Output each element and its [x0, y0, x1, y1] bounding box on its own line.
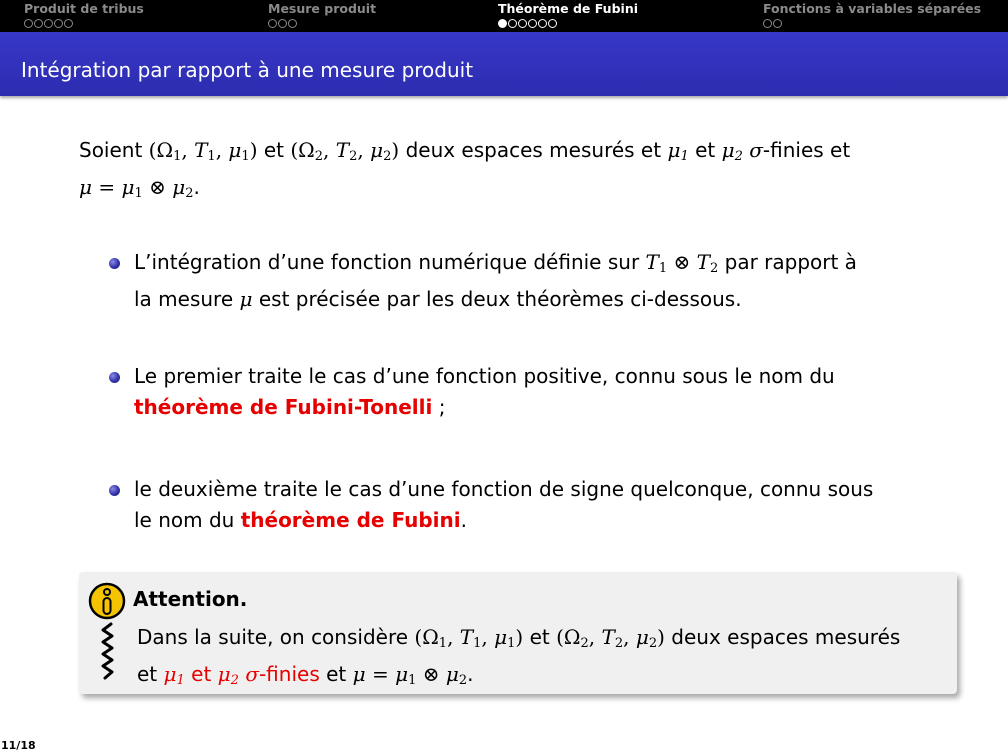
slide-dot[interactable]	[508, 19, 517, 28]
bullet-point	[109, 372, 120, 383]
bullet-1-text-b: par rapport à	[724, 250, 857, 274]
alert-et: et	[529, 625, 550, 649]
slide-dot[interactable]	[24, 19, 33, 28]
bullet-point	[109, 485, 120, 496]
fubini-tonelli-highlight: théorème de Fubini-Tonelli	[134, 395, 433, 419]
intro-middle-text: deux espaces mesurés et	[405, 138, 662, 162]
nav-section-theoreme-de-fubini[interactable]	[498, 2, 638, 28]
nav-section-dots	[268, 18, 376, 28]
nav-section-dots	[498, 18, 638, 28]
slide-dot[interactable]	[518, 19, 527, 28]
bullet-2-end: ;	[432, 395, 446, 419]
slide-dot[interactable]	[54, 19, 63, 28]
intro-finies-text: -finies et	[762, 138, 851, 162]
nav-section-label: Produit de tribus	[24, 1, 144, 16]
slide-dot[interactable]	[528, 19, 537, 28]
attention-text	[137, 622, 957, 696]
alert-measure-space-1: ($\Omega_1$, $T_1$, $\mu_1$)	[414, 625, 524, 651]
nav-section-label: Mesure produit	[268, 1, 377, 16]
bullet-item-fubini	[134, 474, 934, 536]
bullet-1-text-a: L’intégration d’une fonction numérique définie sur	[134, 250, 640, 274]
slide-dot[interactable]	[288, 19, 297, 28]
sigma-symbol: σ	[749, 138, 763, 162]
bullet-2-text: Le premier traite le cas d’une fonction positive, connu sous le nom du	[134, 364, 835, 388]
slide-dot[interactable]	[548, 19, 557, 28]
alert-red-finies: -finies	[258, 662, 320, 686]
intro-et-2: et	[695, 138, 716, 162]
alert-et-3: et	[326, 662, 347, 686]
intro-paragraph	[79, 135, 959, 209]
alert-period: .	[467, 662, 474, 686]
bullet-3-text-a: le deuxième traite le cas d’une fonction de signe quelconque, connu sous	[134, 477, 874, 501]
mu-symbol: μ	[239, 287, 253, 311]
bullet-3-text-b: le nom du	[134, 508, 235, 532]
info-warning-icon	[88, 582, 128, 622]
slide-dot[interactable]	[64, 19, 73, 28]
alert-text-b: deux espaces mesurés	[671, 625, 901, 649]
nav-section-fonctions-variables-separees[interactable]	[763, 2, 981, 28]
nav-section-dots	[24, 18, 144, 28]
slide-dot[interactable]	[763, 19, 772, 28]
slide-dot[interactable]	[278, 19, 287, 28]
alert-product-measure: $\mu = \mu_1$ ⊗ $\mu_2$	[352, 662, 468, 688]
bullet-item-fubini-tonelli	[134, 361, 934, 423]
zigzag-decoration-icon	[99, 622, 117, 680]
alert-et-2: et	[137, 662, 158, 686]
nav-section-dots	[763, 18, 981, 28]
section-navigation-bar	[0, 0, 1008, 32]
slide-dot[interactable]	[44, 19, 53, 28]
slide-dot[interactable]	[34, 19, 43, 28]
slide-dot[interactable]	[268, 19, 277, 28]
alert-red-et: et	[191, 662, 212, 686]
slide-dot-current[interactable]	[498, 19, 507, 28]
bullet-point	[109, 258, 120, 269]
mu1-symbol: $\mu_1$	[667, 138, 689, 164]
slide-dot[interactable]	[773, 19, 782, 28]
fubini-highlight: théorème de Fubini	[240, 508, 461, 532]
page-number: 11/18	[1, 739, 36, 752]
attention-title: Attention.	[133, 587, 248, 611]
intro-soient: Soient	[79, 138, 143, 162]
bullet-1-text-c: la mesure	[134, 287, 234, 311]
bullet-item-integration	[134, 247, 934, 315]
nav-section-produit-de-tribus[interactable]	[24, 2, 144, 28]
measure-space-1-formula: ($\Omega_1$, $T_1$, $\mu_1$)	[148, 138, 258, 164]
frame-title-bar	[0, 32, 1008, 96]
slide-dot[interactable]	[538, 19, 547, 28]
intro-et: et	[263, 138, 285, 162]
nav-section-mesure-produit[interactable]	[268, 2, 376, 28]
alert-measure-space-2: ($\Omega_2$, $T_2$, $\mu_2$)	[556, 625, 665, 651]
alert-text-a: Dans la suite, on considère	[137, 625, 409, 649]
product-tribe-formula: $T_1$ ⊗ $T_2$	[645, 250, 719, 276]
frame-title: Intégration par rapport à une mesure produit	[21, 58, 474, 82]
measure-space-2-formula: ($\Omega_2$, $T_2$, $\mu_2$)	[290, 138, 400, 164]
nav-section-label: Fonctions à variables séparées	[763, 1, 982, 16]
bullet-1-text-d: est précisée par les deux théorèmes ci-dessous.	[258, 287, 742, 311]
intro-period: .	[193, 175, 200, 199]
alert-sigma-finite-highlight: $\mu_1$ et $\mu_2$ σ-finies	[163, 662, 320, 688]
bullet-3-end: .	[460, 508, 467, 532]
mu2-symbol: $\mu_2$	[721, 138, 743, 164]
product-measure-formula: $\mu = \mu_1$ ⊗ $\mu_2$	[79, 175, 194, 201]
nav-section-label: Théorème de Fubini	[498, 1, 638, 16]
